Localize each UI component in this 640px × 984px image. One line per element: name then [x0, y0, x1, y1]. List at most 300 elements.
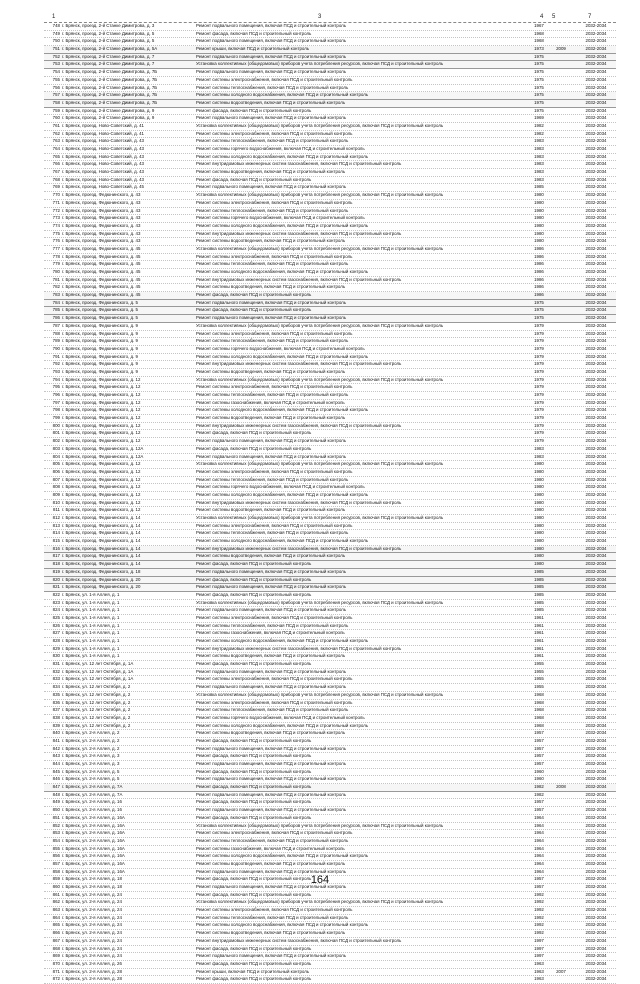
row-address: г. Брянск, ул. 2-я Аллея, д. 16А: [62, 837, 125, 843]
row-work-type: Ремонт системы водоотведения, включая ПСД и строительный контроль: [196, 415, 346, 421]
row-work-type: Ремонт подвального помещения, включая ПСД и строительный контроль: [196, 745, 347, 751]
row-work-type: Ремонт фасада, включая ПСД и строительный контроль: [196, 661, 312, 667]
row-number: 788: [52, 330, 60, 336]
row-work-type: Ремонт системы теплоснабжения, включая ПСД и строительный контроль: [196, 138, 349, 144]
row-planned-period: 2032-2034: [585, 253, 607, 259]
row-number: 797: [52, 399, 60, 405]
row-build-year: 1963: [534, 976, 544, 982]
row-number: 867: [52, 937, 60, 943]
table-row: [44, 969, 616, 977]
row-address: г. Брянск, проезд. Федюнинского, д. 9: [62, 353, 138, 359]
table-row: [44, 238, 616, 246]
row-number: 837: [52, 707, 60, 713]
row-build-year: 1979: [534, 422, 544, 428]
row-build-year: 1968: [534, 714, 544, 720]
row-planned-period: 2032-2034: [585, 153, 607, 159]
row-work-type: Ремонт системы водоотведения, включая ПСД и строительный контроль: [196, 368, 346, 374]
row-address: г. Брянск, проезд. Федюнинского, д. 12: [62, 476, 141, 482]
table-row: [44, 484, 616, 492]
row-planned-period: 2032-2034: [585, 653, 607, 659]
row-planned-period: 2032-2034: [585, 845, 607, 851]
row-planned-period: 2032-2034: [585, 299, 607, 305]
row-number: 793: [52, 368, 60, 374]
row-number: 754: [52, 69, 60, 75]
row-number: 773: [52, 215, 60, 221]
row-address: г. Брянск, проезд. 2-й Станке Димитрова, д. 7Б: [62, 92, 158, 98]
row-work-type: Ремонт системы горячего водоснабжения, включая ПСД и строительный контроль: [196, 215, 365, 221]
row-address: г. Брянск, ул. 2-я Аллея, д. 2: [62, 730, 120, 736]
row-address: г. Брянск, проезд. 2-й Станке Димитрова, д. 7Б: [62, 99, 158, 105]
row-work-type: Ремонт подвального помещения, включая ПСД и строительный контроль: [196, 69, 347, 75]
row-address: г. Брянск, проезд. Федюнинского, д. 12: [62, 422, 141, 428]
row-address: г. Брянск, проезд. Федюнинского, д. 9: [62, 361, 138, 367]
row-work-type: Установка коллективных (общедомовых) приборов учета потребления ресурсов, включая ПСД и строительный контроль: [196, 599, 444, 605]
row-planned-period: 2032-2034: [585, 30, 607, 36]
table-row: [44, 292, 616, 300]
row-number: 865: [52, 922, 60, 928]
row-planned-period: 2032-2034: [585, 730, 607, 736]
table-row: [44, 423, 616, 431]
row-address: г. Брянск, проезд. Федюнинского, д. 12: [62, 376, 141, 382]
table-row: [44, 584, 616, 592]
row-address: г. Брянск, проезд. Федюнинского, д. 45: [62, 292, 141, 298]
row-address: г. Брянск, ул. 1-я Аллея, д. 1: [62, 607, 120, 613]
row-build-year: 1979: [534, 376, 544, 382]
row-work-type: Ремонт крыши, включая ПСД и строительный контроль: [196, 46, 310, 52]
row-planned-period: 2032-2034: [585, 484, 607, 490]
row-work-type: Установка коллективных (общедомовых) приборов учета потребления ресурсов, включая ПСД и строительный контроль: [196, 899, 444, 905]
row-work-type: Ремонт системы холодного водоснабжения, включая ПСД и строительный контроль: [196, 353, 369, 359]
table-row: [44, 200, 616, 208]
row-address: г. Брянск, проезд. Федюнинского, д. 9: [62, 345, 138, 351]
table-row: [44, 661, 616, 669]
table-row: [44, 500, 616, 508]
row-address: г. Брянск, проезд. Федюнинского, д. 5: [62, 307, 138, 313]
row-number: 851: [52, 814, 60, 820]
row-build-year: 1968: [534, 30, 544, 36]
row-work-type: Ремонт системы электроснабжения, включая ПСД и строительный контроль: [196, 76, 353, 82]
row-number: 777: [52, 245, 60, 251]
row-build-year: 1961: [534, 645, 544, 651]
row-number: 820: [52, 576, 60, 582]
table-row: [44, 784, 616, 792]
table-row: [44, 769, 616, 777]
row-planned-period: 2032-2034: [585, 776, 607, 782]
row-build-year: 1964: [534, 845, 544, 851]
row-build-year: 1957: [534, 884, 544, 889]
row-number: 858: [52, 868, 60, 874]
row-work-type: Установка коллективных (общедомовых) приборов учета потребления ресурсов, включая ПСД и строительный контроль: [196, 691, 444, 697]
row-build-year: 1979: [534, 353, 544, 359]
row-build-year: 1980: [534, 522, 544, 528]
row-build-year: 1967: [534, 23, 544, 28]
row-planned-period: 2032-2034: [585, 907, 607, 913]
row-number: 868: [52, 945, 60, 951]
row-planned-period: 2032-2034: [585, 491, 607, 497]
row-number: 819: [52, 568, 60, 574]
row-work-type: Ремонт фасада, включая ПСД и строительный контроль: [196, 945, 312, 951]
table-row: [44, 454, 616, 462]
row-build-year: 1964: [534, 853, 544, 859]
row-build-year: 1961: [534, 653, 544, 659]
row-address: г. Брянск, проезд. Федюнинского, д. 12: [62, 491, 141, 497]
table-row: [44, 461, 616, 469]
table-row: [44, 146, 616, 154]
row-work-type: Ремонт фасада, включая ПСД и строительный контроль: [196, 799, 312, 805]
row-work-type: Ремонт фасада, включая ПСД и строительный контроль: [196, 976, 312, 982]
row-number: 854: [52, 837, 60, 843]
row-address: г. Брянск, проезд. Федюнинского, д. 45: [62, 284, 141, 290]
row-planned-period: 2032-2034: [585, 638, 607, 643]
row-planned-period: 2032-2034: [585, 676, 607, 682]
row-build-year: 1955: [534, 684, 544, 690]
row-work-type: Ремонт подвального помещения, включая ПСД и строительный контроль: [196, 607, 347, 613]
row-address: г. Брянск, проезд. 2-й Станке Димитрова, д. 3: [62, 23, 155, 28]
table-row: [44, 976, 616, 984]
table-row: [44, 853, 616, 861]
row-work-type: Ремонт подвального помещения, включая ПСД и строительный контроль: [196, 184, 347, 190]
row-work-type: Ремонт фасада, включая ПСД и строительный контроль: [196, 307, 312, 313]
row-planned-period: 2032-2034: [585, 499, 607, 505]
row-address: г. Брянск, ул. 12 лет Октября, д. 2: [62, 707, 131, 713]
row-address: г. Брянск, ул. 2-я Аллея, д. 24: [62, 914, 122, 920]
row-number: 774: [52, 222, 60, 228]
row-work-type: Ремонт подвального помещения, включая ПСД и строительный контроль: [196, 315, 347, 321]
row-address: г. Брянск, проезд. Ново-Советский, д. 43: [62, 161, 144, 167]
row-planned-period: 2032-2034: [585, 322, 607, 328]
row-build-year: 1957: [534, 737, 544, 743]
row-work-type: Ремонт фасада, включая ПСД и строительный контроль: [196, 891, 312, 897]
row-work-type: Ремонт системы электроснабжения, включая ПСД и строительный контроль: [196, 199, 353, 205]
row-number: 871: [52, 968, 60, 974]
table-row: [44, 377, 616, 385]
row-build-year: 1980: [534, 491, 544, 497]
table-row: [44, 154, 616, 162]
row-number: 781: [52, 276, 60, 282]
row-work-type: Ремонт подвального помещения, включая ПСД и строительный контроль: [196, 23, 347, 28]
row-work-type: Ремонт системы электроснабжения, включая ПСД и строительный контроль: [196, 676, 353, 682]
row-planned-period: 2032-2034: [585, 468, 607, 474]
row-number: 800: [52, 422, 60, 428]
row-address: г. Брянск, проезд. Федюнинского, д. 9: [62, 330, 138, 336]
row-work-type: Ремонт внутридомовых инженерных систем газоснабжения, включая ПСД и строительный контроль: [196, 230, 402, 236]
row-planned-period: 2032-2034: [585, 330, 607, 336]
row-planned-period: 2032-2034: [585, 860, 607, 866]
row-address: г. Брянск, проезд. Федюнинского, д. 12: [62, 438, 141, 444]
row-address: г. Брянск, ул. 2-я Аллея, д. 18: [62, 884, 122, 889]
row-build-year: 1960: [534, 768, 544, 774]
row-build-year: 1985: [534, 576, 544, 582]
row-build-year: 1980: [534, 476, 544, 482]
row-number: 870: [52, 960, 60, 966]
row-number: 843: [52, 753, 60, 759]
table-row: [44, 177, 616, 185]
row-work-type: Ремонт системы холодного водоснабжения, включая ПСД и строительный контроль: [196, 638, 369, 643]
row-work-type: Ремонт подвального помещения, включая ПСД и строительный контроль: [196, 115, 347, 121]
row-number: 862: [52, 899, 60, 905]
register-table: [44, 23, 616, 984]
row-build-year: 1986: [534, 261, 544, 267]
table-row: [44, 169, 616, 177]
row-address: г. Брянск, проезд. Федюнинского, д. 12: [62, 499, 141, 505]
table-row: [44, 108, 616, 116]
row-build-year: 1992: [534, 914, 544, 920]
row-number: 866: [52, 930, 60, 936]
row-number: 760: [52, 115, 60, 121]
table-row: [44, 961, 616, 969]
row-work-type: Ремонт подвального помещения, включая ПСД и строительный контроль: [196, 38, 347, 44]
row-work-type: Ремонт фасада, включая ПСД и строительный контроль: [196, 814, 312, 820]
row-number: 775: [52, 230, 60, 236]
row-planned-period: 2032-2034: [585, 968, 607, 974]
row-work-type: Ремонт фасада, включая ПСД и строительный контроль: [196, 430, 312, 436]
row-planned-period: 2032-2034: [585, 753, 607, 759]
row-planned-period: 2032-2034: [585, 392, 607, 397]
row-planned-period: 2032-2034: [585, 115, 607, 121]
row-planned-period: 2032-2034: [585, 561, 607, 567]
row-address: г. Брянск, проезд. Федюнинского, д. 12: [62, 384, 141, 390]
row-build-year: 1973: [534, 46, 544, 52]
row-build-year: 1980: [534, 207, 544, 213]
row-build-year: 1980: [534, 499, 544, 505]
table-row: [44, 131, 616, 139]
row-number: 839: [52, 722, 60, 728]
row-planned-period: 2032-2034: [585, 345, 607, 351]
row-number: 769: [52, 184, 60, 190]
row-work-type: Ремонт системы водоотведения, включая ПСД и строительный контроль: [196, 553, 346, 559]
table-row: [44, 623, 616, 631]
row-address: г. Брянск, проезд. Ново-Советский, д. 43: [62, 146, 144, 151]
row-address: г. Брянск, ул. 1-я Аллея, д. 1: [62, 653, 120, 659]
row-work-type: Ремонт системы электроснабжения, включая ПСД и строительный контроль: [196, 468, 353, 474]
row-work-type: Ремонт крыши, включая ПСД и строительный контроль: [196, 968, 310, 974]
row-number: 782: [52, 284, 60, 290]
row-build-year: 1979: [534, 384, 544, 390]
row-work-type: Установка коллективных (общедомовых) приборов учета потребления ресурсов, включая ПСД и строительный контроль: [196, 822, 444, 828]
row-number: 748: [52, 23, 60, 28]
row-build-year: 1980: [534, 238, 544, 244]
row-address: г. Брянск, ул. 2-я Аллея, д. 7А: [62, 784, 123, 790]
row-build-year: 1975: [534, 84, 544, 90]
row-work-type: Ремонт системы водоотведения, включая ПСД и строительный контроль: [196, 860, 346, 866]
row-planned-period: 2032-2034: [585, 914, 607, 920]
row-planned-period: 2032-2034: [585, 568, 607, 574]
row-address: г. Брянск, проезд. Федюнинского, д. 43: [62, 238, 141, 244]
row-number: 802: [52, 438, 60, 444]
row-build-year: 1986: [534, 269, 544, 274]
row-work-type: Ремонт системы холодного водоснабжения, включая ПСД и строительный контроль: [196, 222, 369, 228]
row-address: г. Брянск, ул. 2-я Аллея, д. 16А: [62, 868, 125, 874]
row-build-year: 1979: [534, 392, 544, 397]
row-number: 768: [52, 176, 60, 182]
row-address: г. Брянск, ул. 1-я Аллея, д. 1: [62, 614, 120, 620]
row-work-type: Ремонт подвального помещения, включая ПСД и строительный контроль: [196, 791, 347, 797]
table-row: [44, 807, 616, 815]
row-address: г. Брянск, ул. 1-я Аллея, д. 1: [62, 645, 120, 651]
row-work-type: Ремонт фасада, включая ПСД и строительный контроль: [196, 176, 312, 182]
row-build-year: 1961: [534, 622, 544, 628]
row-work-type: Ремонт подвального помещения, включая ПСД и строительный контроль: [196, 568, 347, 574]
table-row: [44, 269, 616, 277]
row-address: г. Брянск, ул. 1-я Аллея, д. 1: [62, 599, 120, 605]
row-planned-period: 2032-2034: [585, 853, 607, 859]
row-planned-period: 2032-2034: [585, 768, 607, 774]
row-number: 850: [52, 807, 60, 813]
row-work-type: Ремонт системы водоотведения, включая ПСД и строительный контроль: [196, 99, 346, 105]
table-row: [44, 899, 616, 907]
table-row: [44, 369, 616, 377]
row-build-year: 1980: [534, 530, 544, 536]
row-number: 776: [52, 238, 60, 244]
row-address: г. Брянск, проезд. Федюнинского, д. 12: [62, 468, 141, 474]
row-number: 845: [52, 768, 60, 774]
table-row: [44, 799, 616, 807]
row-work-type: Ремонт системы теплоснабжения, включая ПСД и строительный контроль: [196, 622, 349, 628]
row-address: г. Брянск, проезд. 2-й Станке Димитрова, д. 5: [62, 30, 155, 36]
row-planned-period: 2032-2034: [585, 46, 607, 52]
row-number: 755: [52, 76, 60, 82]
table-row: [44, 830, 616, 838]
row-address: г. Брянск, проезд. Федюнинского, д. 9: [62, 338, 138, 344]
row-number: 813: [52, 522, 60, 528]
row-address: г. Брянск, ул. 12 лет Октября, д. 2: [62, 714, 131, 720]
row-number: 784: [52, 299, 60, 305]
row-planned-period: 2032-2034: [585, 945, 607, 951]
row-planned-period: 2032-2034: [585, 99, 607, 105]
row-planned-period: 2032-2034: [585, 353, 607, 359]
row-planned-period: 2032-2034: [585, 922, 607, 928]
row-address: г. Брянск, проезд. Федюнинского, д. 12: [62, 484, 141, 490]
row-build-year: 1983: [534, 445, 544, 451]
row-address: г. Брянск, проезд. Федюнинского, д. 12: [62, 415, 141, 421]
row-planned-period: 2032-2034: [585, 407, 607, 413]
row-number: 842: [52, 745, 60, 751]
table-row: [44, 85, 616, 93]
row-build-year: 1975: [534, 69, 544, 75]
row-number: 814: [52, 530, 60, 536]
table-row: [44, 161, 616, 169]
row-planned-period: 2032-2034: [585, 799, 607, 805]
row-work-type: Ремонт фасада, включая ПСД и строительный контроль: [196, 107, 312, 113]
row-address: г. Брянск, проезд. Федюнинского, д. 14: [62, 561, 141, 567]
row-address: г. Брянск, ул. 2-я Аллея, д. 3: [62, 753, 120, 759]
row-address: г. Брянск, проезд. Федюнинского, д. 5: [62, 299, 138, 305]
row-build-year: 1964: [534, 837, 544, 843]
row-address: г. Брянск, проезд. Федюнинского, д. 43: [62, 199, 141, 205]
row-number: 806: [52, 468, 60, 474]
table-row: [44, 438, 616, 446]
row-address: г. Брянск, проезд. 2-й Станке Димитрова, д. 7: [62, 61, 155, 67]
row-work-type: Ремонт системы холодного водоснабжения, включая ПСД и строительный контроль: [196, 153, 369, 159]
table-row: [44, 277, 616, 285]
row-build-year: 1983: [534, 161, 544, 167]
row-build-year: 1955: [534, 676, 544, 682]
row-number: 825: [52, 614, 60, 620]
row-planned-period: 2032-2034: [585, 422, 607, 428]
row-build-year: 1992: [534, 922, 544, 928]
row-build-year: 1986: [534, 245, 544, 251]
row-number: 812: [52, 515, 60, 520]
table-row: [44, 192, 616, 200]
table-row: [44, 315, 616, 323]
row-number: 770: [52, 192, 60, 198]
row-address: г. Брянск, ул. 2-я Аллея, д. 16А: [62, 845, 125, 851]
row-work-type: Ремонт системы электроснабжения, включая ПСД и строительный контроль: [196, 830, 353, 836]
table-row: [44, 507, 616, 515]
row-work-type: Ремонт системы водоотведения, включая ПСД и строительный контроль: [196, 653, 346, 659]
row-work-type: Ремонт системы электроснабжения, включая ПСД и строительный контроль: [196, 330, 353, 336]
row-planned-period: 2032-2034: [585, 891, 607, 897]
row-build-year: 1980: [534, 545, 544, 551]
row-build-year: 1957: [534, 745, 544, 751]
row-number: 856: [52, 853, 60, 859]
row-build-year: 1979: [534, 368, 544, 374]
table-row: [44, 715, 616, 723]
row-build-year: 1979: [534, 322, 544, 328]
row-build-year: 1985: [534, 607, 544, 613]
row-number: 771: [52, 199, 60, 205]
row-number: 844: [52, 761, 60, 766]
row-planned-period: 2032-2034: [585, 146, 607, 151]
row-address: г. Брянск, проезд. Федюнинского, д. 45: [62, 245, 141, 251]
table-row: [44, 523, 616, 531]
row-address: г. Брянск, проезд. 2-й Станке Димитрова, д. 9: [62, 115, 155, 121]
table-row: [44, 723, 616, 731]
row-work-type: Установка коллективных (общедомовых) приборов учета потребления ресурсов, включая ПСД и строительный контроль: [196, 245, 444, 251]
table-row: [44, 646, 616, 654]
row-build-year: 1983: [534, 146, 544, 151]
table-row: [44, 415, 616, 423]
table-row: [44, 215, 616, 223]
row-work-type: Ремонт фасада, включая ПСД и строительный контроль: [196, 30, 312, 36]
row-address: г. Брянск, проезд. Ново-Советский, д. 43: [62, 176, 144, 182]
row-build-year: 1957: [534, 753, 544, 759]
row-build-year: 1997: [534, 945, 544, 951]
row-build-year: 1979: [534, 338, 544, 344]
row-address: г. Брянск, проезд. Федюнинского, д. 12А: [62, 445, 144, 451]
row-work-type: Ремонт подвального помещения, включая ПСД и строительный контроль: [196, 453, 347, 459]
row-number: 805: [52, 461, 60, 467]
row-work-type: Ремонт системы электроснабжения, включая ПСД и строительный контроль: [196, 699, 353, 705]
row-work-type: Установка коллективных (общедомовых) приборов учета потребления ресурсов, включая ПСД и строительный контроль: [196, 192, 444, 198]
row-work-type: Ремонт системы водоотведения, включая ПСД и строительный контроль: [196, 238, 346, 244]
column-header-4: 4: [540, 14, 544, 20]
row-planned-period: 2032-2034: [585, 699, 607, 705]
row-work-type: Ремонт внутридомовых инженерных систем газоснабжения, включая ПСД и строительный контроль: [196, 361, 402, 367]
row-planned-period: 2032-2034: [585, 376, 607, 382]
row-address: г. Брянск, проезд. Федюнинского, д. 9: [62, 368, 138, 374]
row-address: г. Брянск, ул. 2-я Аллея, д. 16А: [62, 822, 125, 828]
row-number: 855: [52, 845, 60, 851]
row-planned-period: 2032-2034: [585, 338, 607, 344]
row-address: г. Брянск, проезд. Федюнинского, д. 9: [62, 322, 138, 328]
row-work-type: Ремонт системы теплоснабжения, включая ПСД и строительный контроль: [196, 207, 349, 213]
row-number: 815: [52, 538, 60, 544]
row-build-year: 1964: [534, 860, 544, 866]
table-row: [44, 515, 616, 523]
row-work-type: Ремонт подвального помещения, включая ПСД и строительный контроль: [196, 53, 347, 59]
row-number: 780: [52, 269, 60, 274]
row-build-year: 1982: [534, 130, 544, 136]
row-number: 787: [52, 322, 60, 328]
row-address: г. Брянск, ул. 2-я Аллея, д. 28: [62, 968, 122, 974]
table-row: [44, 907, 616, 915]
table-row: [44, 776, 616, 784]
row-planned-period: 2032-2034: [585, 453, 607, 459]
row-planned-period: 2032-2034: [585, 684, 607, 690]
row-build-year: 1961: [534, 638, 544, 643]
row-address: г. Брянск, ул. 2-я Аллея, д. 3: [62, 761, 120, 766]
